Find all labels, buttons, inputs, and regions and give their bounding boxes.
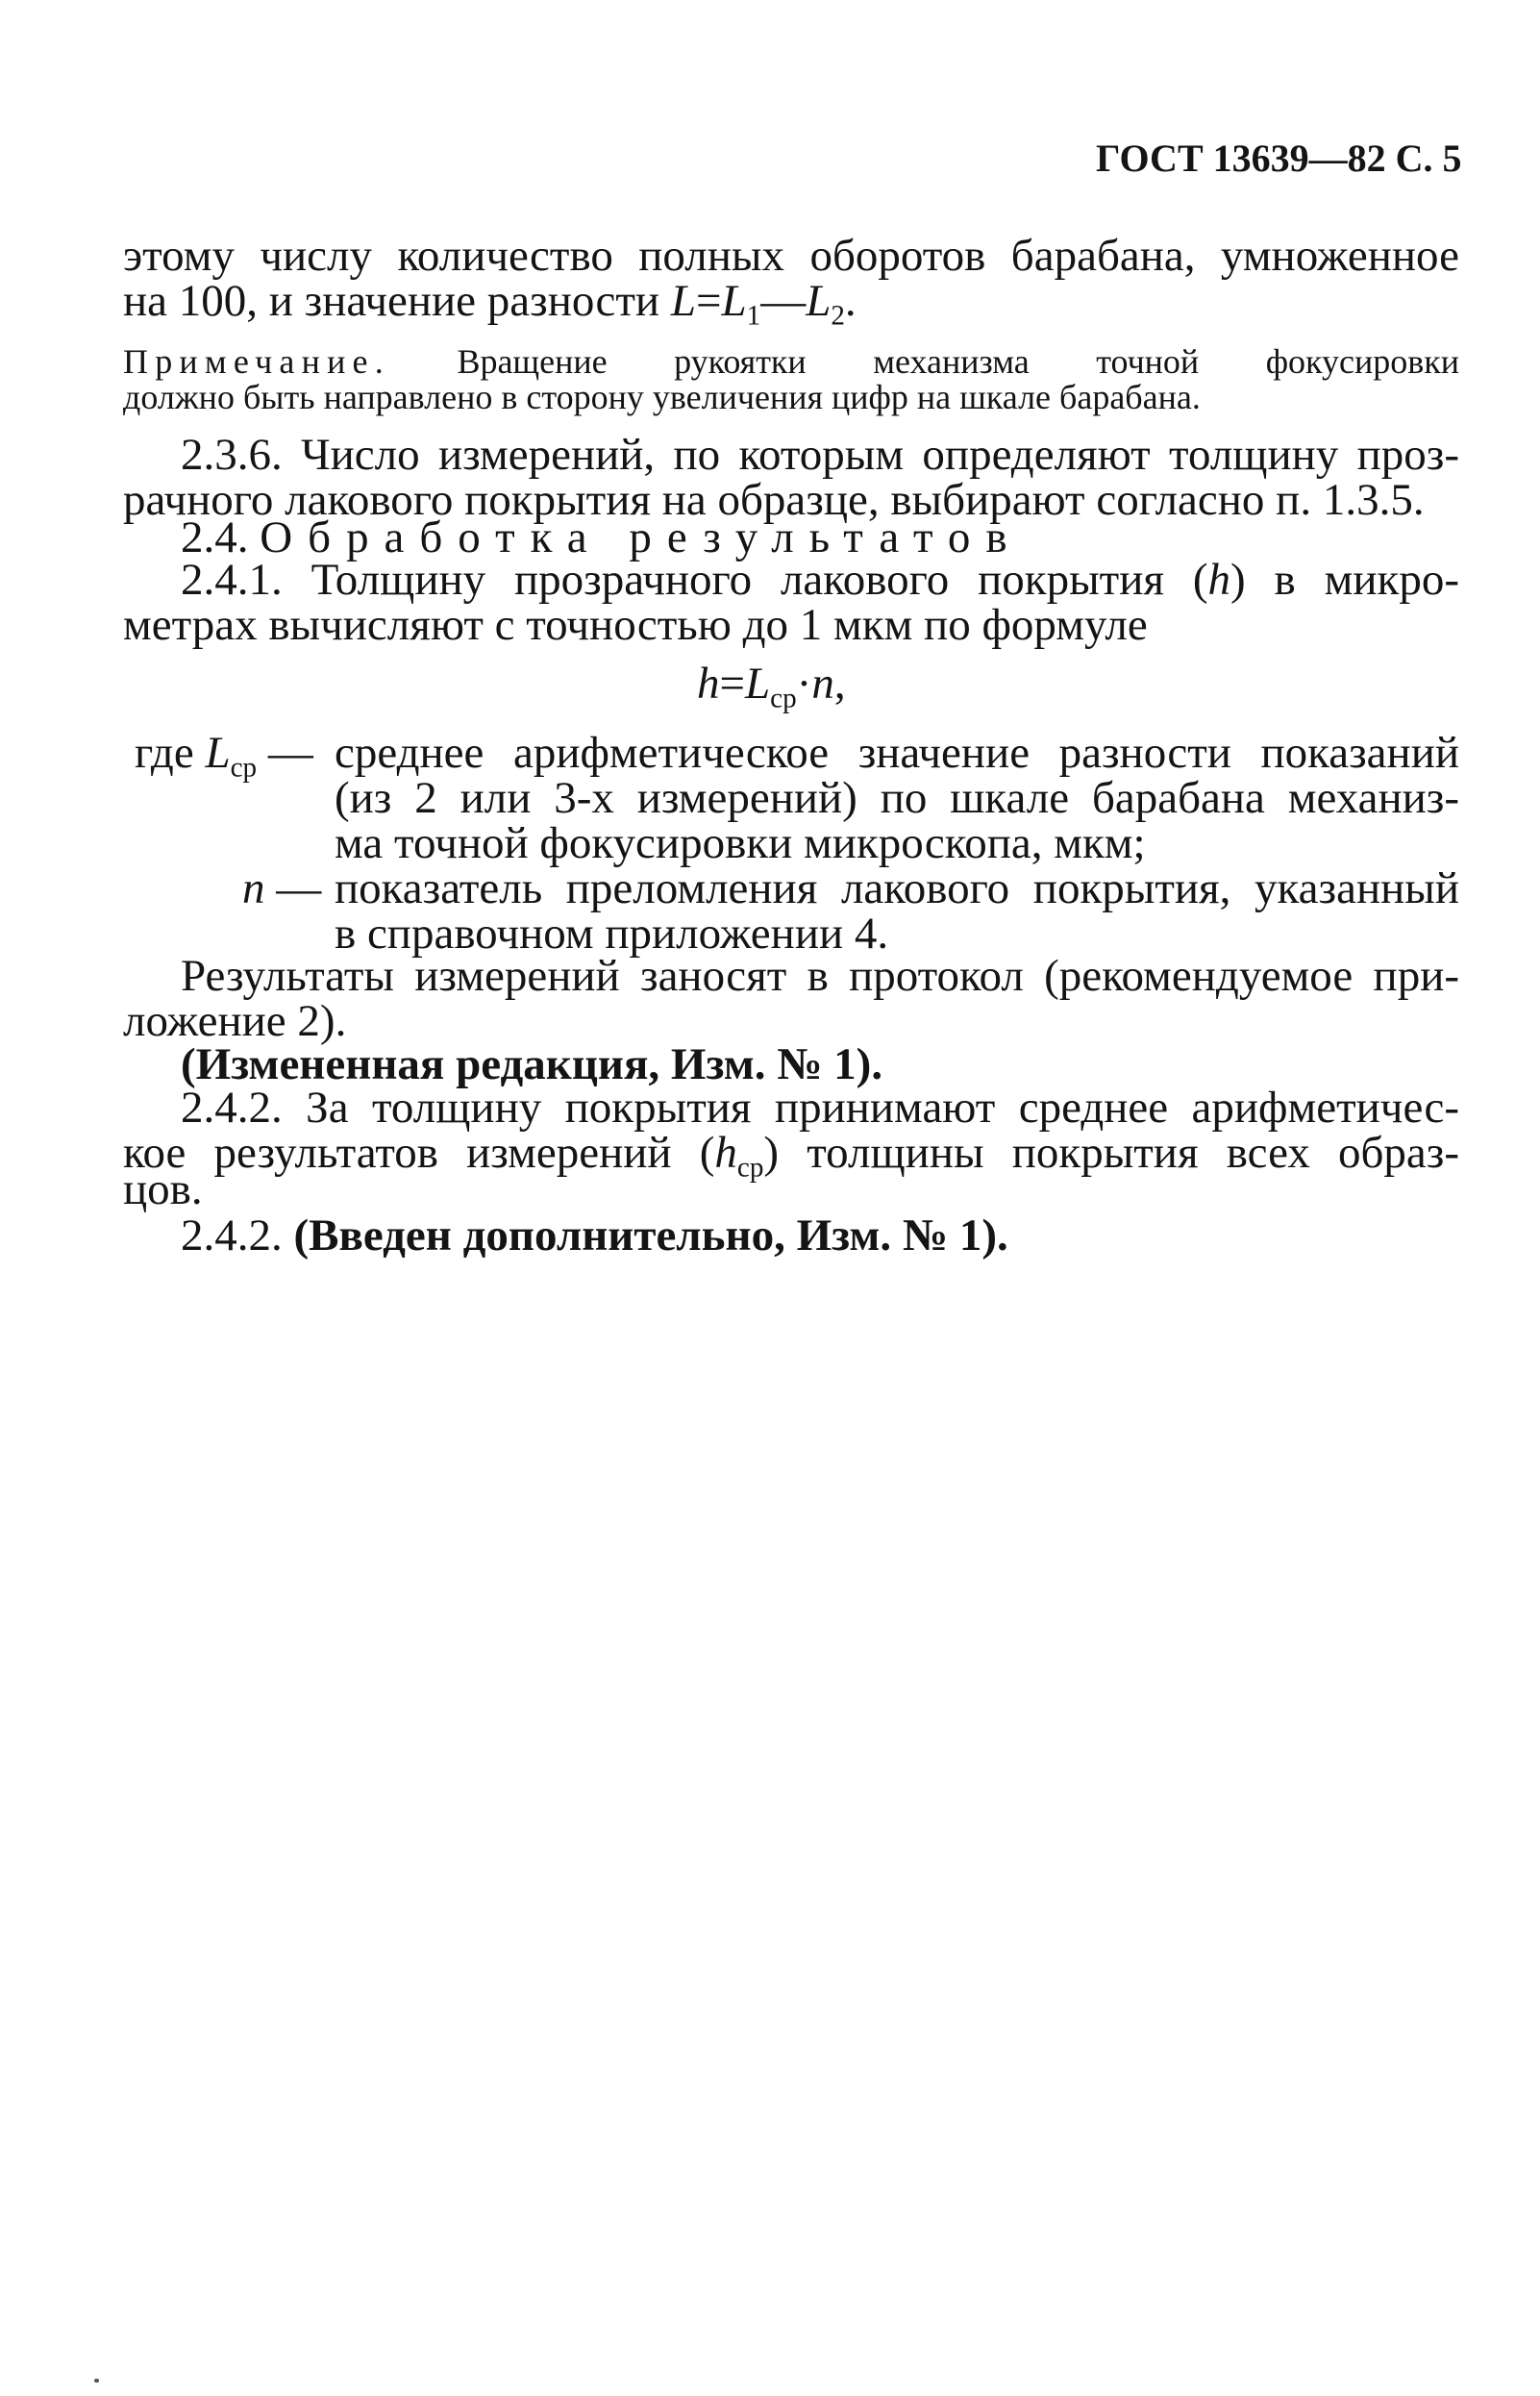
formula-punct: . (844, 276, 857, 326)
paragraph-text: ) в микро- (1230, 555, 1459, 605)
formula-symbol: L (745, 659, 771, 709)
paragraph-line: 2.4.2. За толщину покрытия принимают среднее арифметичес- (181, 1083, 1459, 1133)
formula (697, 659, 846, 714)
paragraph-text: 2.4.1. Толщину прозрачного лакового покрытия ( (181, 555, 1208, 605)
definition-line: (из 2 или 3-х измерений) по шкале барабана механиз- (335, 773, 1459, 823)
where-label: где (135, 728, 206, 778)
paragraph-text: кое результатов измерений ( (123, 1128, 715, 1178)
formula-symbol: h (1207, 555, 1231, 605)
paragraph-line: 2.3.6. Число измерений, по которым определяют толщину проз- (181, 430, 1459, 480)
scan-speck (94, 2379, 99, 2383)
formula-operator: = (719, 659, 746, 709)
formula-operator: = (695, 276, 722, 326)
formula-symbol: n (242, 863, 265, 913)
paragraph-line: цов. (123, 1164, 203, 1214)
section-number: 2.4. (181, 512, 249, 562)
formula-symbol: L (806, 276, 832, 326)
where-line (135, 728, 313, 784)
formula-subscript: 1 (746, 300, 761, 332)
paragraph-line: этому числу количество полных оборотов барабана, умноженное (123, 231, 1459, 281)
formula-symbol: L (721, 276, 747, 326)
paragraph-text: на 100, и значение разности (123, 276, 671, 326)
amendment-note: (Измененная редакция, Изм. № 1). (181, 1039, 883, 1089)
paragraph-line: Результаты измерений заносят в протокол (рекомендуемое при- (181, 951, 1459, 1001)
formula-operator: · (796, 659, 812, 709)
note-text: Вращение рукоятки механизма точной фокусировки (457, 342, 1460, 381)
paragraph-text: ) толщины покрытия всех образ- (763, 1128, 1459, 1178)
where-line (242, 863, 322, 913)
paragraph-line (123, 276, 857, 332)
paragraph-line: рачного лакового покрытия на образце, выбирают согласно п. 1.3.5. (123, 475, 1425, 525)
formula-symbol: L (670, 276, 696, 326)
where-dash: — (257, 728, 313, 778)
note-line: должно быть направлено в сторону увеличения цифр на шкале барабана. (123, 378, 1201, 416)
section-heading (181, 512, 1023, 562)
formula-subscript: ср (230, 752, 258, 784)
definition-line: в справочном приложении 4. (335, 909, 889, 959)
definition-line: ма точной фокусировки микроскопа, мкм; (335, 818, 1146, 868)
amendment-text: (Введен дополнительно, Изм. № 1). (293, 1210, 1008, 1260)
paragraph-line (181, 555, 1459, 605)
formula-symbol: n (811, 659, 834, 709)
formula-symbol: h (714, 1128, 737, 1178)
section-number: 2.4.2. (181, 1210, 283, 1260)
amendment-note (181, 1210, 1008, 1260)
definition-line: показатель преломления лакового покрытия, указанный (335, 863, 1459, 913)
paragraph-line (123, 1128, 1459, 1184)
running-head: ГОСТ 13639—82 С. 5 (1096, 137, 1462, 180)
section-title: Обработка результатов (260, 512, 1023, 562)
definition-line: среднее арифметическое значение разности показаний (335, 728, 1459, 778)
formula-symbol: h (697, 659, 720, 709)
note-label: Примечание. (123, 342, 390, 381)
note-line (123, 344, 1459, 379)
formula-subscript: 2 (831, 300, 845, 332)
formula-subscript: ср (770, 683, 797, 714)
formula-punct: , (833, 659, 846, 709)
where-dash: — (264, 863, 322, 913)
formula-symbol: L (205, 728, 231, 778)
paragraph-line: метрах вычисляют с точностью до 1 мкм по формуле (123, 600, 1148, 650)
formula-subscript: ср (736, 1152, 764, 1184)
formula-operator: — (760, 276, 807, 326)
paragraph-line: ложение 2). (123, 996, 347, 1046)
